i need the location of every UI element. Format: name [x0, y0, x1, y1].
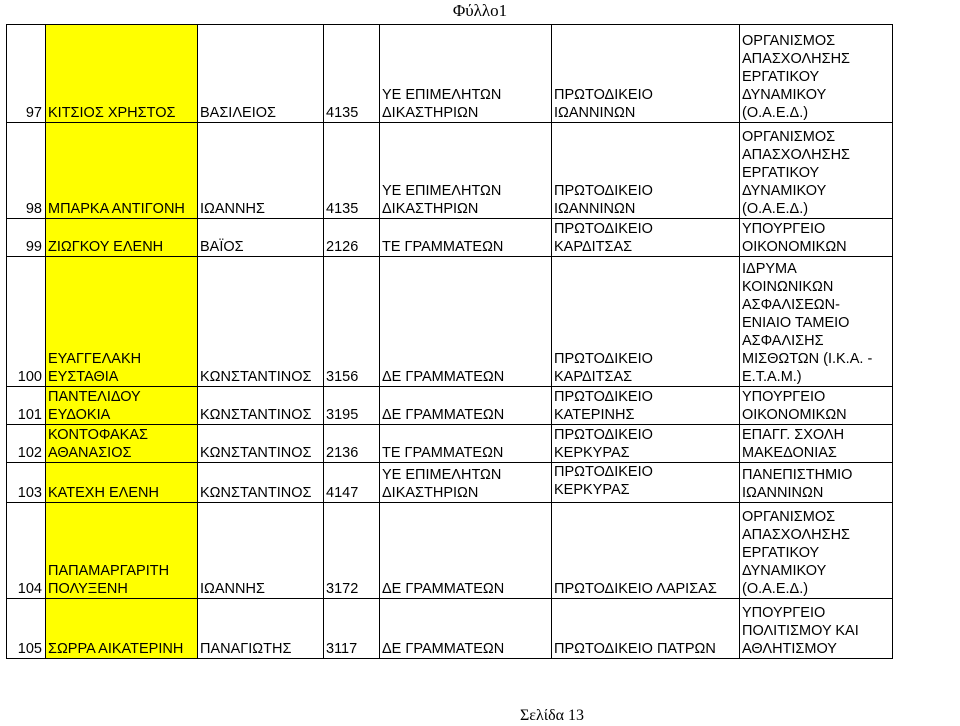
position-code: 3172 [324, 503, 380, 599]
table-row [7, 257, 893, 387]
origin-body: ΥΠΟΥΡΓΕΙΟ ΟΙΚΟΝΟΜΙΚΩΝ [740, 219, 893, 257]
father-name: ΠΑΝΑΓΙΩΤΗΣ [198, 599, 324, 659]
position-code: 4135 [324, 25, 380, 123]
table-row [7, 463, 893, 503]
row-number: 103 [7, 463, 46, 503]
origin-body: ΟΡΓΑΝΙΣΜΟΣ ΑΠΑΣΧΟΛΗΣΗΣ ΕΡΓΑΤΙΚΟΥ ΔΥΝΑΜΙΚΟΥ (Ο.Α.Ε.Δ.) [740, 25, 893, 123]
origin-body: ΕΠΑΓΓ. ΣΧΟΛΗ ΜΑΚΕΔΟΝΙΑΣ [740, 425, 893, 463]
full-name: ΠΑΝΤΕΛΙΔΟΥ ΕΥΔΟΚΙΑ [46, 387, 198, 425]
table-row [7, 387, 893, 425]
service: ΠΡΩΤΟΔΙΚΕΙΟ ΚΕΡΚΥΡΑΣ [552, 463, 740, 503]
full-name: ΕΥΑΓΓΕΛΑΚΗ ΕΥΣΤΑΘΙΑ [46, 257, 198, 387]
position-code: 3195 [324, 387, 380, 425]
origin-body: ΟΡΓΑΝΙΣΜΟΣ ΑΠΑΣΧΟΛΗΣΗΣ ΕΡΓΑΤΙΚΟΥ ΔΥΝΑΜΙΚΟΥ (Ο.Α.Ε.Δ.) [740, 123, 893, 219]
staff-table [6, 24, 893, 659]
full-name: ΚΟΝΤΟΦΑΚΑΣ ΑΘΑΝΑΣΙΟΣ [46, 425, 198, 463]
origin-body: ΥΠΟΥΡΓΕΙΟ ΠΟΛΙΤΙΣΜΟΥ ΚΑΙ ΑΘΛΗΤΙΣΜΟΥ [740, 599, 893, 659]
position-code: 3117 [324, 599, 380, 659]
table-row [7, 219, 893, 257]
full-name: ΣΩΡΡΑ ΑΙΚΑΤΕΡΙΝΗ [46, 599, 198, 659]
father-name: ΒΑΪΟΣ [198, 219, 324, 257]
full-name: ΠΑΠΑΜΑΡΓΑΡΙΤΗ ΠΟΛΥΞΕΝΗ [46, 503, 198, 599]
father-name: ΚΩΝΣΤΑΝΤΙΝΟΣ [198, 257, 324, 387]
full-name: ΖΙΩΓΚΟΥ ΕΛΕΝΗ [46, 219, 198, 257]
table-row [7, 425, 893, 463]
full-name: ΜΠΑΡΚΑ ΑΝΤΙΓΟΝΗ [46, 123, 198, 219]
row-number: 102 [7, 425, 46, 463]
branch: ΥΕ ΕΠΙΜΕΛΗΤΩΝ ΔΙΚΑΣΤΗΡΙΩΝ [380, 123, 552, 219]
service: ΠΡΩΤΟΔΙΚΕΙΟ ΠΑΤΡΩΝ [552, 599, 740, 659]
father-name: ΚΩΝΣΤΑΝΤΙΝΟΣ [198, 463, 324, 503]
page-footer: Σελίδα 13 [519, 707, 584, 724]
father-name: ΒΑΣΙΛΕΙΟΣ [198, 25, 324, 123]
service: ΠΡΩΤΟΔΙΚΕΙΟ ΚΑΤΕΡΙΝΗΣ [552, 387, 740, 425]
branch: ΤΕ ΓΡΑΜΜΑΤΕΩΝ [380, 219, 552, 257]
table-row [7, 599, 893, 659]
branch: ΔΕ ΓΡΑΜΜΑΤΕΩΝ [380, 387, 552, 425]
branch: ΤΕ ΓΡΑΜΜΑΤΕΩΝ [380, 425, 552, 463]
origin-body: ΠΑΝΕΠΙΣΤΗΜΙΟ ΙΩΑΝΝΙΝΩΝ [740, 463, 893, 503]
origin-body: ΙΔΡΥΜΑ ΚΟΙΝΩΝΙΚΩΝ ΑΣΦΑΛΙΣΕΩΝ- ΕΝΙΑΙΟ ΤΑΜΕΙΟ ΑΣΦΑΛΙΣΗΣ ΜΙΣΘΩΤΩΝ (Ι.Κ.Α. - Ε.Τ.Α.Μ.) [740, 257, 893, 387]
table-row [7, 25, 893, 123]
service: ΠΡΩΤΟΔΙΚΕΙΟ ΛΑΡΙΣΑΣ [552, 503, 740, 599]
father-name: ΙΩΑΝΝΗΣ [198, 503, 324, 599]
service: ΠΡΩΤΟΔΙΚΕΙΟ ΚΑΡΔΙΤΣΑΣ [552, 219, 740, 257]
service: ΠΡΩΤΟΔΙΚΕΙΟ ΚΕΡΚΥΡΑΣ [552, 425, 740, 463]
table-row [7, 123, 893, 219]
table-row [7, 503, 893, 599]
position-code: 2136 [324, 425, 380, 463]
branch: ΔΕ ΓΡΑΜΜΑΤΕΩΝ [380, 503, 552, 599]
row-number: 99 [7, 219, 46, 257]
row-number: 101 [7, 387, 46, 425]
position-code: 3156 [324, 257, 380, 387]
position-code: 2126 [324, 219, 380, 257]
father-name: ΙΩΑΝΝΗΣ [198, 123, 324, 219]
origin-body: ΟΡΓΑΝΙΣΜΟΣ ΑΠΑΣΧΟΛΗΣΗΣ ΕΡΓΑΤΙΚΟΥ ΔΥΝΑΜΙΚΟΥ (Ο.Α.Ε.Δ.) [740, 503, 893, 599]
branch: ΥΕ ΕΠΙΜΕΛΗΤΩΝ ΔΙΚΑΣΤΗΡΙΩΝ [380, 463, 552, 503]
origin-body: ΥΠΟΥΡΓΕΙΟ ΟΙΚΟΝΟΜΙΚΩΝ [740, 387, 893, 425]
full-name: ΚΙΤΣΙΟΣ ΧΡΗΣΤΟΣ [46, 25, 198, 123]
row-number: 104 [7, 503, 46, 599]
service: ΠΡΩΤΟΔΙΚΕΙΟ ΙΩΑΝΝΙΝΩΝ [552, 123, 740, 219]
position-code: 4135 [324, 123, 380, 219]
row-number: 100 [7, 257, 46, 387]
position-code: 4147 [324, 463, 380, 503]
branch: ΥΕ ΕΠΙΜΕΛΗΤΩΝ ΔΙΚΑΣΤΗΡΙΩΝ [380, 25, 552, 123]
row-number: 105 [7, 599, 46, 659]
full-name: ΚΑΤΕΧΗ ΕΛΕΝΗ [46, 463, 198, 503]
sheet-title: Φύλλο1 [452, 1, 508, 20]
father-name: ΚΩΝΣΤΑΝΤΙΝΟΣ [198, 387, 324, 425]
branch: ΔΕ ΓΡΑΜΜΑΤΕΩΝ [380, 257, 552, 387]
branch: ΔΕ ΓΡΑΜΜΑΤΕΩΝ [380, 599, 552, 659]
father-name: ΚΩΝΣΤΑΝΤΙΝΟΣ [198, 425, 324, 463]
service: ΠΡΩΤΟΔΙΚΕΙΟ ΙΩΑΝΝΙΝΩΝ [552, 25, 740, 123]
row-number: 97 [7, 25, 46, 123]
row-number: 98 [7, 123, 46, 219]
service: ΠΡΩΤΟΔΙΚΕΙΟ ΚΑΡΔΙΤΣΑΣ [552, 257, 740, 387]
